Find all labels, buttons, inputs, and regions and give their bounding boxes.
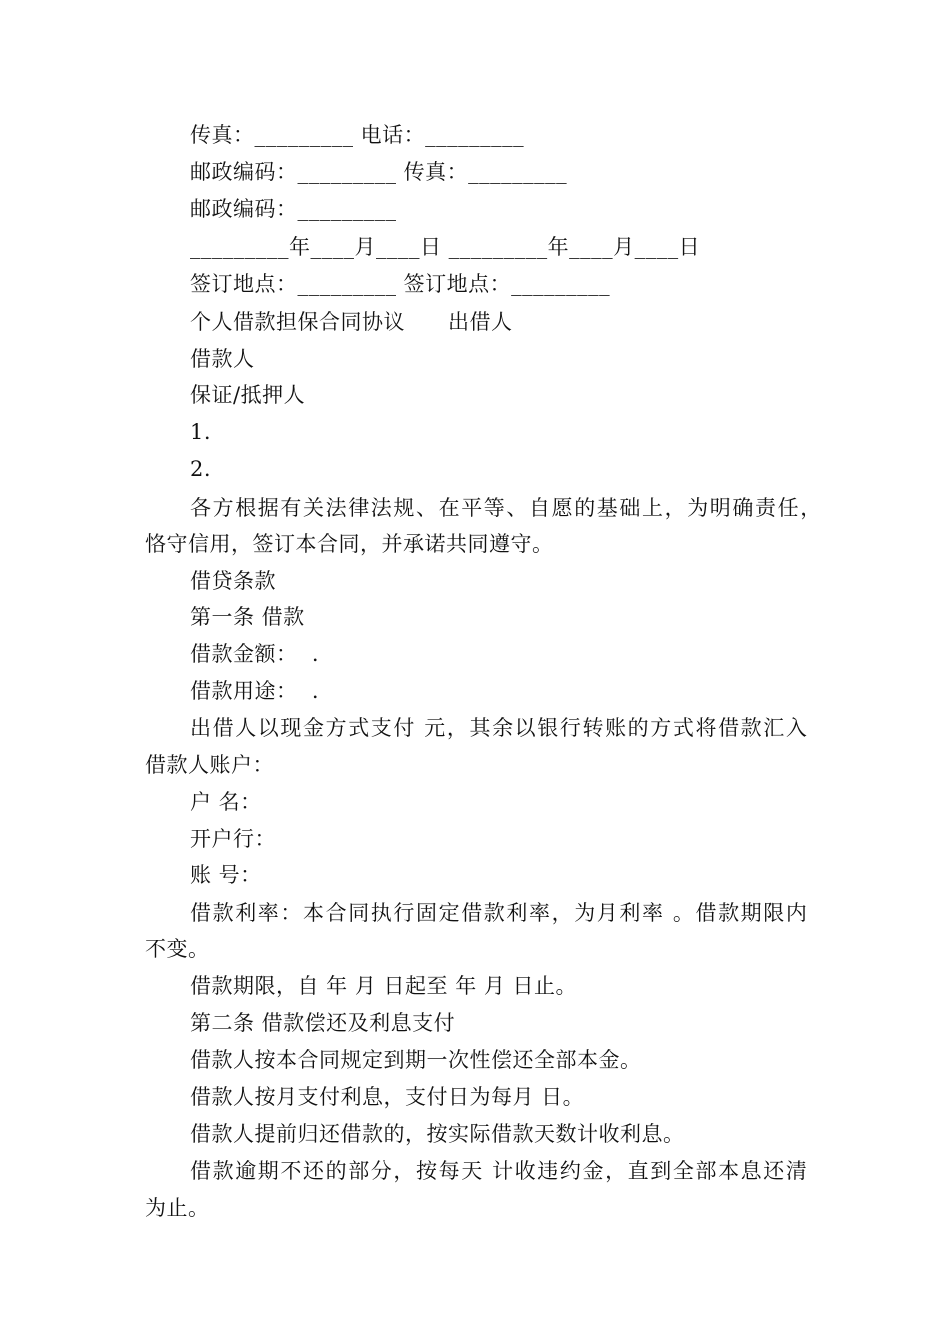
account-name-line: 户 名：	[190, 790, 262, 814]
section-heading-loan-terms: 借贷条款	[190, 569, 276, 593]
article-1-heading: 第一条 借款	[190, 605, 305, 629]
article-2-heading: 第二条 借款偿还及利息支付	[190, 1011, 456, 1035]
guarantor-label: 保证/抵押人	[190, 383, 306, 407]
overdue-line-2: 为止。	[145, 1196, 210, 1220]
postcode-fax-line: 邮政编码：_________ 传真：_________	[190, 160, 568, 184]
fax-phone-line: 传真：_________ 电话：_________	[190, 123, 525, 147]
borrower-label: 借款人	[190, 347, 255, 371]
prepayment-line: 借款人提前归还借款的，按实际借款天数计收利息。	[190, 1122, 685, 1146]
preamble-line-2: 恪守信用，签订本合同，并承诺共同遵守。	[145, 532, 554, 556]
payment-method-line-2: 借款人账户：	[145, 753, 274, 777]
bank-line: 开户行：	[190, 827, 276, 851]
interest-payment-line: 借款人按月支付利息，支付日为每月 日。	[190, 1085, 585, 1109]
loan-term-line: 借款期限，自 年 月 日起至 年 月 日止。	[190, 974, 578, 998]
account-number-line: 账 号：	[190, 863, 262, 887]
loan-purpose-line: 借款用途： .	[190, 679, 320, 703]
overdue-line-1: 借款逾期不还的部分，按每天 计收违约金，直到全部本息还清	[190, 1159, 809, 1183]
interest-rate-line-1: 借款利率：本合同执行固定借款利率，为月利率 。借款期限内	[190, 901, 809, 925]
postcode-line: 邮政编码：_________	[190, 197, 397, 221]
signing-place-line: 签订地点：_________ 签订地点：_________	[190, 272, 611, 296]
date-line: _________年____月____日 _________年____月____日	[190, 235, 701, 259]
loan-amount-line: 借款金额： .	[190, 642, 320, 666]
interest-rate-line-2: 不变。	[145, 937, 210, 961]
payment-method-line-1: 出借人以现金方式支付 元，其余以银行转账的方式将借款汇入	[190, 716, 809, 740]
item-1: 1.	[190, 420, 212, 444]
preamble-line-1: 各方根据有关法律法规、在平等、自愿的基础上，为明确责任，	[190, 496, 823, 520]
item-2: 2.	[190, 457, 212, 481]
repayment-line: 借款人按本合同规定到期一次性偿还全部本金。	[190, 1048, 642, 1072]
contract-title-line: 个人借款担保合同协议 出借人	[190, 310, 513, 334]
